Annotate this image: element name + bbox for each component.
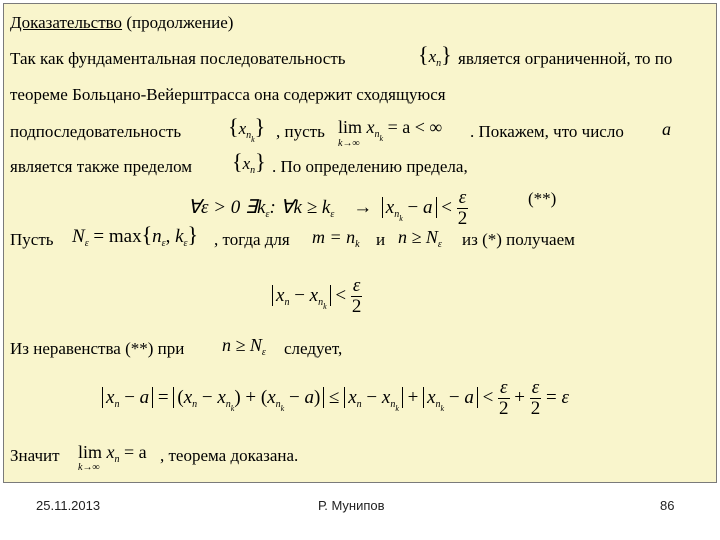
var-x: x (366, 117, 375, 137)
heading-rest: (продолжение) (122, 13, 234, 32)
m-eq-n: m = n (312, 227, 356, 247)
lt: < (335, 284, 347, 306)
eq-a: = a (124, 442, 147, 462)
frac-num: ε (458, 187, 467, 208)
line6-text-c: и (376, 230, 386, 249)
limit-expression-1: $\lim x_{nk} = a$ < ∞ (338, 117, 443, 143)
fraction-eps-over-2 (351, 276, 363, 317)
epsilon-definition: ∀ε > 0 $\exists k_\varepsilon$: ∀k ≥ $k_\varepsilon$ → $x_{nk} - a$ < $\frac{\varepsilon}{2}$ (188, 187, 468, 229)
var-a-1: a (662, 119, 671, 139)
n-ge-N-2: $n \ge N_\varepsilon$ (222, 335, 266, 358)
lim-word: lim (78, 442, 103, 462)
line8-text-b: , теорема доказана. (160, 446, 299, 465)
lim-subscript-2: k→∞ (78, 462, 100, 473)
var-a: a (423, 196, 433, 218)
line6-text-a: Пусть (10, 230, 54, 249)
var-x: x (242, 154, 251, 173)
line1-text-b: является ограниченной, то по (458, 49, 673, 68)
line6-text-b: , тогда для (214, 230, 290, 249)
lt: < (441, 196, 452, 218)
n-ge-N-1: $n \ge N_\varepsilon$ (398, 227, 442, 250)
frac-den: 2 (457, 207, 468, 229)
line3-text-b: , пусть (276, 122, 325, 141)
m-eq-nk: $m = n_k$ (312, 227, 360, 250)
line3-text-a: подпоследовательность (10, 122, 182, 141)
eq-a: = a (387, 117, 411, 137)
line8-text-a: Значит (10, 446, 60, 465)
arrow: → (353, 196, 373, 218)
slide-heading (10, 14, 233, 31)
line1-text-a: Так как фундаментальная последовательность (10, 49, 346, 68)
heading-underlined: Доказательство (10, 13, 123, 32)
sub-n: n (246, 130, 252, 141)
line4-text-b: . По определению предела, (272, 157, 468, 176)
var-x: x (385, 196, 395, 218)
limit-expression-2: $\lim x_n = a$ (78, 442, 147, 465)
sequence-xn-1: $\{x_n\}$ (418, 42, 452, 69)
subsequence-xnk-1: $\{x_{nk}\}$ (228, 114, 266, 144)
equation-label-2star: (**) (528, 189, 557, 208)
N-eps-definition: $N_\varepsilon = \max\{n_\varepsilon$, $k_\varepsilon$} (72, 222, 199, 249)
line6-text-d: из (*) получаем (462, 230, 575, 249)
footer-page-number: 86 (660, 498, 675, 513)
sub-n: n (374, 129, 380, 140)
sub-n: n (436, 58, 442, 69)
var-x: x (238, 119, 247, 138)
abs-xnk-minus-a: $x_{nk} - a$ (382, 197, 437, 218)
frac-num: ε (352, 275, 361, 296)
footer-date: 25.11.2013 (36, 498, 101, 513)
abs-xn-minus-xnk: $x_n - x_{nk}$ (272, 285, 331, 306)
sequence-xn-2: $\{x_n\}$ (232, 149, 266, 176)
line3-text-c: . Покажем, что число (470, 122, 624, 141)
line7-text-b: следует, (284, 339, 343, 358)
fraction-eps-over-2 (457, 188, 469, 229)
line7-text-a: Из неравенства (**) при (10, 339, 185, 358)
forall-k: : ∀k ≥ k (269, 196, 331, 218)
var-N: N (72, 226, 85, 247)
n-ge-N: n ≥ N (398, 227, 438, 247)
forall-eps: ∀ε > 0 ∃k (188, 196, 266, 218)
frac-den: 2 (351, 295, 362, 317)
var-x: x (428, 47, 437, 66)
line4-text-a: является также пределом (10, 157, 193, 176)
n-ge-N: n ≥ N (222, 335, 262, 355)
eq-max: = max (93, 226, 142, 247)
lt-infinity: < ∞ (414, 117, 443, 137)
lim-subscript-1: k→∞ (338, 138, 360, 149)
final-inequality-chain: $x_n - a = (x_n - x_{nk}) + (x_{nk} - a) \le x_n - x_{nk} + x_{nk} - a$ < $\frac{\varepsilon}{2}$ + $\frac{\varepsilon}{2}$ = ε (102, 378, 569, 419)
footer-author: Р. Мунипов (318, 498, 385, 513)
line2-text: теореме Больцано-Вейерштрасса она содержит сходящуюся (10, 85, 446, 104)
lim-word: lim (338, 117, 363, 137)
cauchy-inequality (272, 276, 362, 317)
sub-n: n (250, 165, 256, 176)
